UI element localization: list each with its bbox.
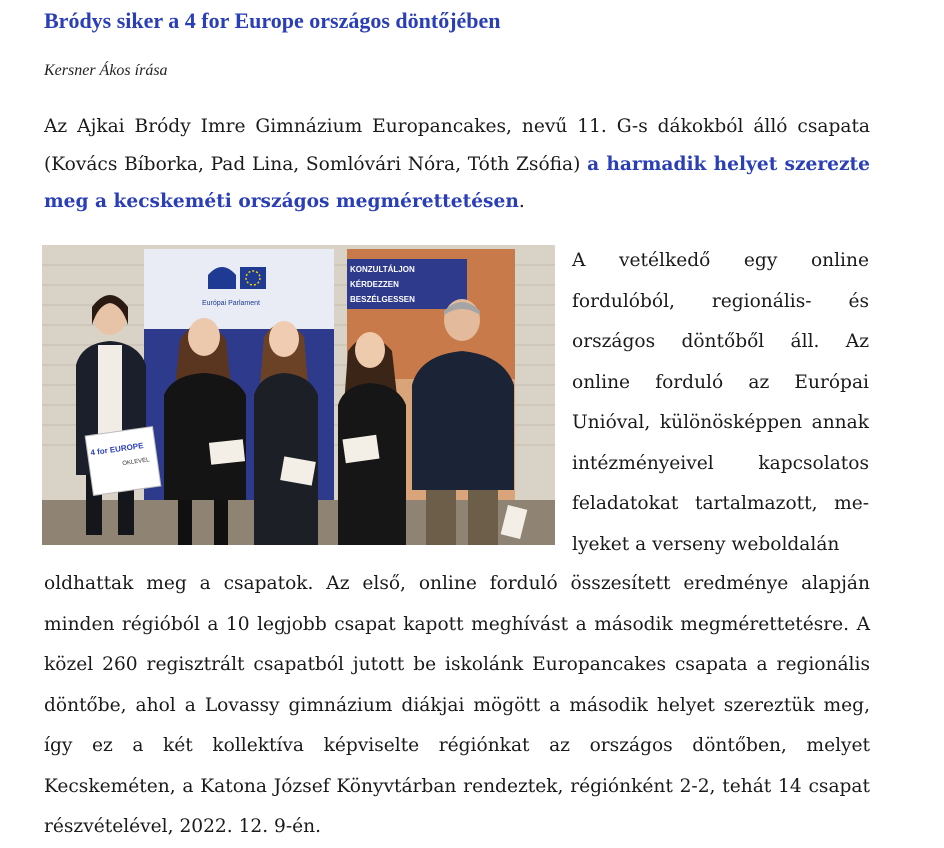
certificate-brand: 4 for EUROPE bbox=[89, 441, 145, 458]
banner-left-label: Európai Parlament bbox=[202, 300, 260, 307]
team-photo bbox=[42, 245, 555, 545]
certificate-title: OKLEVÉL bbox=[122, 457, 150, 468]
continuation-paragraph: oldhattak meg a csapatok. Az első, online forduló összesített eredménye alapján minden régióból a 10 legjobb csapat kapott meghívást a második megmérettetésre. A közel 260 regisztrált csapatból jutott be iskolánk Europancakes csapata a regionális döntőbe, ahol a Lovassy gimnázium diákjai mögött a második helyet szereztük meg, így ez a két kollektíva képviselte régiónkat az országos döntőben, melyet Kecskeméten, a Katona József Könyvtárban rendeztek, régiónként 2-2, tehát 14 csapat részvételével, 2022. 12. 9-én. bbox=[44, 573, 870, 837]
intro-paragraph bbox=[44, 108, 870, 221]
intro-end: . bbox=[518, 191, 525, 212]
article-author: Kersner Ákos írása bbox=[44, 62, 168, 79]
banner-right-line-2: KÉRDEZZEN bbox=[350, 280, 399, 289]
banner-right-line-3: BESZÉLGESSEN bbox=[350, 295, 415, 304]
banner-right-line-1: KONZULTÁLJON bbox=[350, 265, 415, 274]
intro-highlight: a harmadik helyet szerezte meg a kecskeméti országos megmérettetésen bbox=[44, 153, 870, 212]
intro-text: Az Ajkai Bródy Imre Gimnázium Europancakes, nevű 11. G-s dákokból álló csapata (Kovács Bíborka, Pad Lina, Somlóvári Nóra, Tóth Zsófia) bbox=[44, 116, 870, 175]
article-title: Bródys siker a 4 for Europe országos döntőjében bbox=[44, 8, 501, 33]
side-paragraph: A vetélkedő egy online fordulóból, regionális- és országos döntőből áll. Az online forduló az Európai Unióval, különösképpen annak intézményeivel kapcsolatos feladatokat tartalmazott, me-lyeket a verseny weboldalán bbox=[572, 250, 869, 555]
certificate bbox=[85, 427, 161, 496]
